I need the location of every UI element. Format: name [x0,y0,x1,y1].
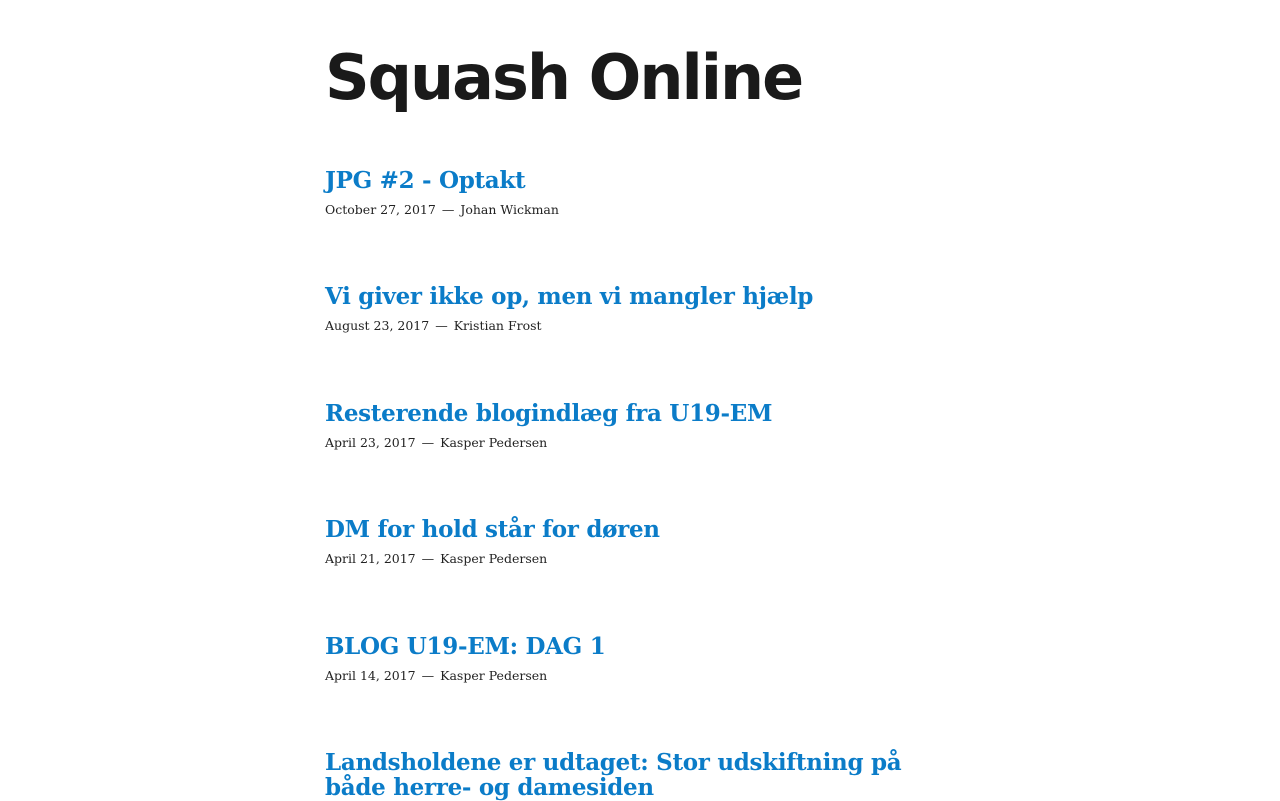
post-date: October 27, 2017 [325,202,436,217]
post-item [325,401,945,451]
post-author: Kasper Pedersen [440,551,548,566]
post-meta [325,668,945,684]
post-item [325,284,945,334]
post-meta [325,202,945,218]
post-title-link[interactable]: Vi giver ikke op, men vi mangler hjælp [325,283,814,310]
post-author: Johan Wickman [460,202,559,217]
meta-separator: — [441,202,455,217]
post-meta [325,435,945,451]
post-item [325,750,945,800]
post-title-link[interactable]: Landsholdene er udtaget: Stor udskiftning på både herre- og damesiden [325,749,902,801]
post-title-link[interactable]: JPG #2 - Optakt [325,167,526,194]
post-title-link[interactable]: DM for hold står for døren [325,516,660,543]
post-item [325,634,945,684]
post-date: August 23, 2017 [325,318,430,333]
post-item [325,517,945,567]
meta-separator: — [421,435,435,450]
post-date: April 21, 2017 [325,551,416,566]
site-title[interactable]: Squash Online [325,41,803,114]
post-date: April 14, 2017 [325,668,416,683]
meta-separator: — [421,551,435,566]
post-date: April 23, 2017 [325,435,416,450]
post-title-link[interactable]: BLOG U19-EM: DAG 1 [325,633,606,660]
meta-separator: — [421,668,435,683]
post-author: Kasper Pedersen [440,668,548,683]
post-title-link[interactable]: Resterende blogindlæg fra U19-EM [325,400,773,427]
post-author: Kasper Pedersen [440,435,548,450]
post-meta [325,318,945,334]
post-item [325,168,945,218]
post-meta [325,551,945,567]
meta-separator: — [435,318,448,333]
post-author: Kristian Frost [453,318,542,333]
